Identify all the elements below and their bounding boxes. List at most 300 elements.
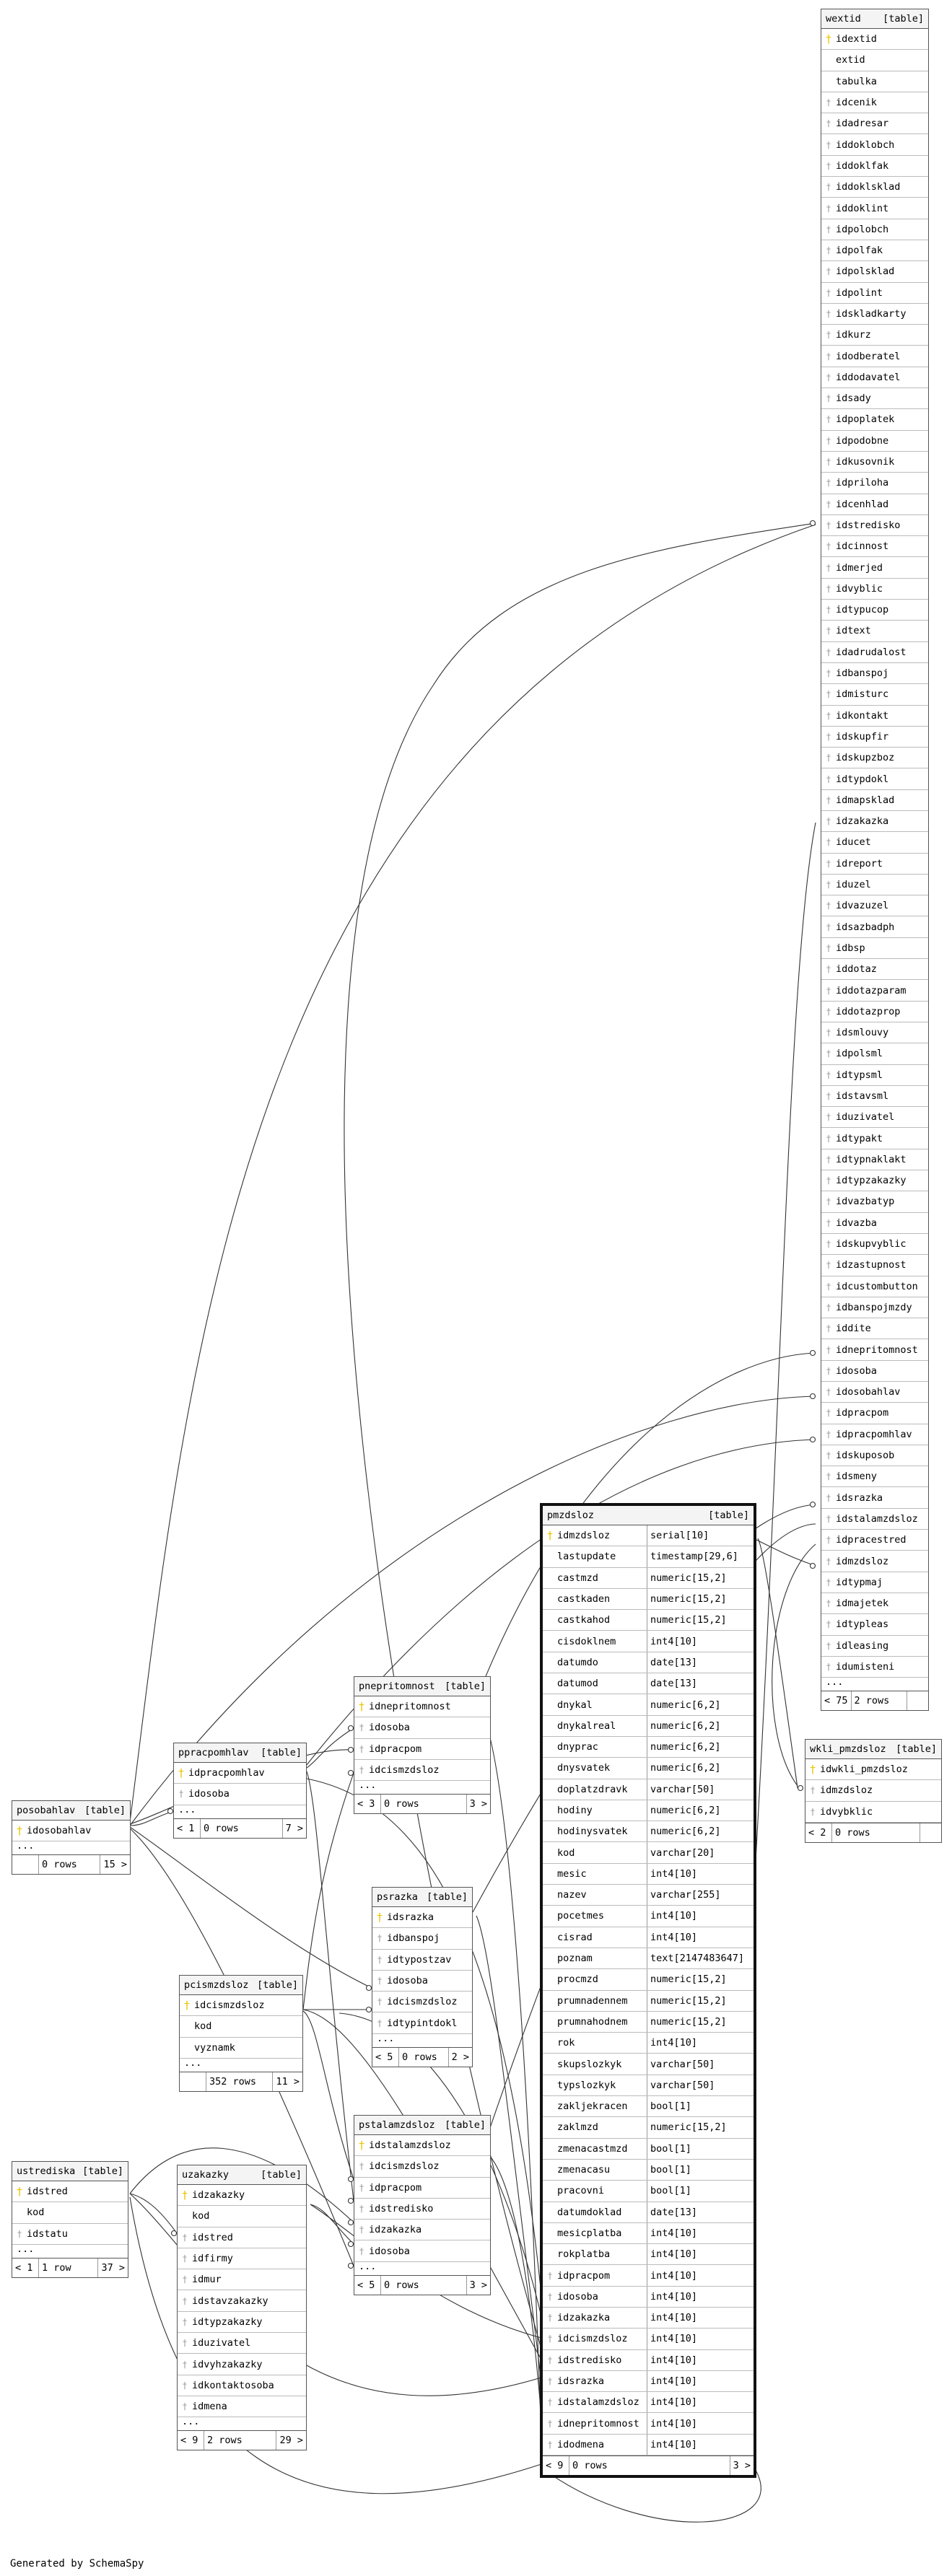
column-row[interactable] [543,2139,754,2160]
children-count[interactable]: 7 > [282,1819,306,1838]
column-row[interactable] [543,1568,754,1589]
column-row[interactable] [821,684,928,705]
column-name: tabulka [836,75,877,87]
column-row[interactable] [821,1043,928,1064]
column-row[interactable] [178,2312,306,2333]
column-name: idnepritomnost [369,1701,451,1713]
column-type: bool[1] [647,2181,754,2201]
column-name: idpriloha [836,477,889,489]
column-row[interactable] [543,1673,754,1694]
column-name: iddotaz [836,963,877,976]
foreign-key-icon: † [547,2334,553,2344]
column-row[interactable] [821,1065,928,1086]
column-row[interactable] [178,2396,306,2417]
column-row[interactable] [821,1551,928,1572]
column-row[interactable] [543,1737,754,1758]
table-pstalamzdsloz[interactable] [354,2115,491,2295]
column-row[interactable] [821,748,928,768]
column-row[interactable] [805,1802,941,1823]
column-row[interactable] [543,1694,754,1715]
foreign-key-icon: † [826,1175,831,1186]
column-type: numeric[15,2] [647,1969,754,1989]
table-psrazka[interactable] [372,1887,473,2067]
column-row[interactable] [821,156,928,177]
column-row[interactable] [543,2181,754,2202]
children-count[interactable]: 3 > [730,2456,754,2475]
column-row[interactable] [543,1948,754,1969]
column-row[interactable] [821,1213,928,1234]
column-name: datumdoklad [557,2206,622,2218]
foreign-key-icon: † [826,1239,831,1250]
column-row[interactable] [821,980,928,1001]
primary-key-icon: † [16,2185,23,2199]
column-name: idnepritomnost [557,2417,639,2430]
column-row[interactable] [180,2016,302,2037]
table-kind-label: [table] [427,1891,468,1903]
column-row[interactable] [821,1255,928,1276]
column-row[interactable] [543,1610,754,1631]
column-row[interactable] [178,2269,306,2290]
column-row[interactable] [543,2244,754,2265]
primary-key-icon: † [183,1999,191,2012]
column-type: int4[10] [647,2413,754,2433]
parents-count[interactable]: < 1 [177,1822,195,1834]
column-row[interactable] [821,1593,928,1614]
column-row[interactable] [821,198,928,219]
column-row[interactable] [543,1864,754,1885]
foreign-key-icon: † [826,372,831,382]
column-name: idpodobne [836,434,889,447]
column-row[interactable] [821,177,928,198]
column-row[interactable] [821,452,928,473]
column-row[interactable] [821,875,928,895]
crowsfoot-marker [367,2007,372,2012]
column-row[interactable] [543,1821,754,1842]
column-row[interactable] [180,2038,302,2059]
table-pcismzdsloz[interactable] [179,1975,303,2092]
parents-count[interactable]: < 75 [824,1695,848,1707]
foreign-key-icon: † [810,1806,816,1817]
column-row[interactable] [821,346,928,367]
column-row[interactable] [178,2227,306,2248]
column-row[interactable] [178,2333,306,2354]
table-header[interactable] [354,1677,490,1696]
column-name: idpracpom [369,2181,422,2194]
column-row[interactable] [821,642,928,663]
column-row[interactable] [821,832,928,853]
table-header[interactable] [354,2116,490,2135]
column-row[interactable] [821,1403,928,1424]
table-header[interactable] [174,1743,306,1763]
column-name: idcismzdsloz [557,2333,628,2345]
table-header[interactable] [12,2162,128,2181]
foreign-key-icon: † [826,203,831,214]
column-row[interactable] [543,2350,754,2371]
column-row[interactable] [821,1445,928,1466]
column-row[interactable] [821,1128,928,1149]
children-count[interactable]: 15 > [100,1855,130,1874]
table-header[interactable] [543,1506,754,1525]
children-count[interactable] [920,1823,941,1842]
column-row[interactable] [543,2033,754,2054]
column-row[interactable] [821,1297,928,1318]
column-row[interactable] [354,1696,490,1717]
table-ustrediska[interactable] [12,2161,128,2278]
column-row[interactable] [354,1739,490,1760]
column-row[interactable] [372,1950,472,1971]
column-row[interactable] [821,283,928,304]
column-row[interactable] [821,706,928,727]
table-header[interactable] [805,1740,941,1759]
foreign-key-icon: † [826,753,831,763]
column-row[interactable] [543,1758,754,1779]
table-kind-label: [table] [84,1805,126,1816]
column-row[interactable] [821,727,928,748]
column-row[interactable] [805,1780,941,1801]
column-name: idmzdsloz [820,1784,873,1797]
column-row[interactable] [543,1885,754,1906]
column-name: idosoba [369,1722,410,1734]
column-row[interactable] [821,959,928,980]
column-row[interactable] [821,134,928,155]
column-row[interactable] [821,1191,928,1212]
column-row[interactable] [821,219,928,240]
column-row[interactable] [174,1763,306,1784]
parents-count[interactable]: < 9 [546,2460,564,2472]
table-pmzdsloz[interactable] [540,1503,756,2478]
column-row[interactable] [821,1466,928,1487]
column-row[interactable] [543,1927,754,1948]
row-count: 0 rows [831,1823,920,1842]
table-header[interactable] [372,1888,472,1907]
column-row[interactable] [354,2199,490,2220]
parents-count[interactable]: < 5 [375,2051,393,2063]
table-footer [543,2455,754,2475]
column-name: iddoklfak [836,159,889,172]
column-row[interactable] [821,409,928,430]
column-row[interactable] [821,1002,928,1022]
column-row[interactable] [543,2117,754,2138]
foreign-key-icon: † [826,1598,831,1609]
column-row[interactable] [372,1992,472,2012]
parents-count[interactable]: < 9 [180,2435,198,2447]
more-columns-ellipsis: ... [826,1676,844,1688]
column-row[interactable] [543,2413,754,2434]
children-count[interactable]: 37 > [97,2259,128,2277]
column-row[interactable] [372,1971,472,1992]
crowsfoot-marker [811,1351,816,1356]
column-name: idtypdokl [836,773,889,785]
children-count[interactable]: 11 > [272,2072,302,2091]
column-row[interactable] [821,473,928,494]
column-row[interactable] [821,1339,928,1360]
column-row[interactable] [543,1991,754,2012]
column-name: idosobahlav [836,1386,901,1398]
column-row[interactable] [821,1170,928,1191]
column-row[interactable] [354,1760,490,1781]
foreign-key-icon: † [826,985,831,996]
foreign-key-icon: † [182,2274,188,2285]
column-row[interactable] [178,2354,306,2375]
column-row[interactable] [821,240,928,261]
column-name: idpracpom [369,1743,422,1755]
column-row[interactable] [821,1276,928,1297]
column-row[interactable] [543,2329,754,2349]
column-row[interactable] [821,71,928,92]
table-header[interactable] [178,2165,306,2185]
foreign-key-icon: † [826,562,831,573]
column-name: idextid [836,33,877,45]
table-posobahlav[interactable] [12,1800,131,1875]
column-row[interactable] [821,663,928,684]
column-row[interactable] [543,2371,754,2392]
column-row[interactable] [543,2160,754,2181]
column-row[interactable] [821,938,928,959]
children-count[interactable]: 29 > [276,2431,306,2450]
column-name: idsrazka [836,1491,883,1504]
column-row[interactable] [178,2206,306,2227]
parents-count[interactable]: < 5 [357,2279,375,2291]
column-name: dnykalreal [557,1719,616,1732]
column-row[interactable] [372,1928,472,1949]
column-row[interactable] [821,113,928,134]
column-row[interactable] [543,2096,754,2117]
column-row[interactable] [354,2135,490,2156]
column-row[interactable] [821,1530,928,1551]
column-row[interactable] [821,29,928,50]
column-name: idfirmy [192,2253,233,2265]
column-row[interactable] [821,431,928,452]
column-name: skupslozkyk [557,2058,622,2070]
column-row[interactable] [543,1546,754,1567]
foreign-key-icon: † [826,921,831,932]
column-name: idosoba [188,1788,230,1800]
column-row[interactable] [821,494,928,515]
foreign-key-icon: † [826,1217,831,1228]
children-count[interactable]: 3 > [466,1795,490,1813]
column-row[interactable] [12,2202,128,2223]
column-name: idsrazka [557,2375,605,2388]
column-row[interactable] [821,388,928,409]
more-columns-ellipsis: ... [359,2260,377,2272]
column-name: idsrazka [387,1911,434,1924]
column-row[interactable] [12,2181,128,2202]
column-row[interactable] [821,1572,928,1593]
column-type: int4[10] [647,2392,754,2412]
column-name: idpolsml [836,1048,883,1060]
column-name: idzakazka [557,2312,611,2324]
more-columns-ellipsis: ... [182,2416,200,2428]
column-row[interactable] [12,1821,130,1841]
column-row[interactable] [354,2220,490,2240]
column-row[interactable] [178,2375,306,2396]
link-wkli-pmzdsloz [758,1538,798,1788]
foreign-key-icon: † [826,97,831,108]
column-row[interactable] [821,1086,928,1107]
column-row[interactable] [178,2248,306,2269]
column-row[interactable] [821,1487,928,1508]
foreign-key-icon: † [182,2316,188,2327]
column-type: int4[10] [647,2223,754,2243]
column-row[interactable] [821,515,928,536]
column-row[interactable] [821,854,928,875]
column-row[interactable] [821,1657,928,1678]
table-uzakazky[interactable] [177,2165,307,2450]
column-row[interactable] [821,1382,928,1403]
column-row[interactable] [543,1589,754,1610]
column-row[interactable] [543,2223,754,2244]
parents-count[interactable] [180,2072,206,2091]
column-row[interactable] [178,2290,306,2311]
table-kind-label: [table] [896,1743,937,1755]
more-columns-ellipsis: ... [178,1803,196,1815]
table-header[interactable] [180,1976,302,1995]
column-row[interactable] [821,1424,928,1445]
column-row[interactable] [821,557,928,578]
column-row[interactable] [821,325,928,346]
column-row[interactable] [821,367,928,388]
parents-count[interactable]: < 3 [357,1798,375,1810]
column-row[interactable] [821,768,928,789]
column-row[interactable] [180,1995,302,2016]
column-row[interactable] [543,2012,754,2033]
column-row[interactable] [178,2185,306,2206]
column-row[interactable] [354,2240,490,2261]
column-row[interactable] [821,1149,928,1170]
column-row[interactable] [821,536,928,557]
column-name: iddoklobch [836,139,895,151]
table-wkli-pmzdsloz[interactable] [805,1739,942,1843]
column-row[interactable] [821,579,928,600]
column-row[interactable] [821,916,928,937]
column-row[interactable] [821,50,928,71]
table-pnepritomnost[interactable] [354,1676,491,1814]
column-type: int4[10] [647,2308,754,2328]
column-row[interactable] [543,2265,754,2286]
column-row[interactable] [821,895,928,916]
table-header[interactable] [12,1801,130,1821]
table-kind-label: [table] [82,2165,123,2177]
column-row[interactable] [543,1525,754,1546]
column-name: datumdo [557,1656,598,1668]
column-name: idmur [192,2274,222,2286]
column-row[interactable] [821,92,928,113]
primary-key-icon: † [358,1700,365,1714]
table-name: pstalamzdsloz [359,2119,435,2131]
column-row[interactable] [821,261,928,282]
column-row[interactable] [543,1800,754,1821]
column-row[interactable] [821,1107,928,1128]
table-footer [12,1854,130,1874]
column-name: idpracpom [836,1407,889,1419]
column-row[interactable] [821,304,928,325]
children-count[interactable] [907,1691,928,1710]
column-row[interactable] [174,1784,306,1805]
table-wextid[interactable] [821,9,929,1711]
column-row[interactable] [805,1759,941,1780]
column-name: idvyblic [836,582,883,595]
column-row[interactable] [543,1716,754,1737]
column-row[interactable] [543,2202,754,2223]
column-row[interactable] [821,600,928,621]
foreign-key-icon: † [826,858,831,869]
column-name: idzastupnost [836,1259,907,1271]
foreign-key-icon: † [359,2225,364,2235]
column-row[interactable] [543,2308,754,2329]
column-row[interactable] [354,2178,490,2199]
parents-count[interactable] [12,1855,38,1874]
column-row[interactable] [821,1509,928,1530]
column-row[interactable] [821,1234,928,1255]
column-type: numeric[6,2] [647,1694,754,1714]
column-row[interactable] [543,1906,754,1927]
column-row[interactable] [543,1842,754,1863]
column-name: idkontaktosoba [192,2379,274,2391]
generated-by-footer: Generated by SchemaSpy [10,2558,144,2570]
column-row[interactable] [543,1631,754,1652]
column-row[interactable] [543,2435,754,2455]
column-row[interactable] [821,1636,928,1657]
children-count[interactable]: 2 > [448,2048,472,2067]
column-name: typslozkyk [557,2079,616,2091]
column-name: idpolfak [836,245,883,257]
link-pmzdsloz-wextid-mzdsloz [751,1537,816,1566]
column-name: zmenacasu [557,2164,611,2176]
children-count[interactable]: 3 > [466,2276,490,2295]
table-name: wkli_pmzdsloz [810,1743,886,1755]
foreign-key-icon: † [359,1722,364,1733]
foreign-key-icon: † [826,393,831,404]
foreign-key-icon: † [826,1408,831,1419]
column-row[interactable] [543,2392,754,2413]
column-name: idtypzakazky [192,2316,263,2328]
column-name: idmzdsloz [557,1530,611,1542]
column-row[interactable] [543,2287,754,2308]
column-row[interactable] [543,2075,754,2096]
column-row[interactable] [372,1907,472,1928]
foreign-key-icon: † [547,2291,553,2302]
column-row[interactable] [372,2012,472,2033]
column-row[interactable] [354,1717,490,1738]
column-row[interactable] [821,1614,928,1635]
column-name: idzakazky [192,2189,245,2202]
column-name: rokplatba [557,2248,611,2261]
column-name: idmajetek [836,1598,889,1610]
column-row[interactable] [543,1779,754,1800]
column-name: idadrudalost [836,646,907,658]
foreign-key-icon: † [826,1196,831,1207]
column-type: int4[10] [647,2244,754,2264]
crowsfoot-marker [349,1771,354,1776]
column-row[interactable] [543,1652,754,1673]
primary-key-icon: † [546,1529,554,1543]
column-row[interactable] [821,790,928,811]
column-row[interactable] [543,1969,754,1990]
column-row[interactable] [821,1361,928,1382]
column-row[interactable] [821,1318,928,1339]
column-row[interactable] [543,2054,754,2075]
table-header[interactable] [821,9,928,29]
column-row[interactable] [821,621,928,641]
column-row[interactable] [354,2156,490,2177]
column-row[interactable] [821,1022,928,1043]
column-row[interactable] [12,2224,128,2245]
parents-count[interactable]: < 1 [15,2261,33,2274]
crowsfoot-marker [811,1394,816,1399]
column-row[interactable] [821,811,928,832]
parents-count[interactable]: < 2 [808,1826,826,1839]
table-ppracpomhlav[interactable] [173,1743,307,1839]
